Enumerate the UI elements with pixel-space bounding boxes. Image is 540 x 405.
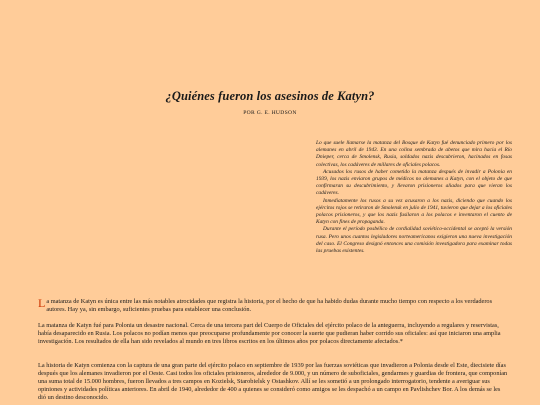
abstract-paragraph: Durante el período posbélico de cordialidad soviético-occidental se aceptó la versión rusa. Pero unos cuantos legisladores norteamericanos exigieron una nueva investigación del caso. El Congreso designó entonces una comisión investigadora para examinar todas las pruebas existentes. — [316, 226, 512, 255]
body-paragraph-text: a matanza de Katyn es única entre las más notables atrocidades que registra la historia, por el hecho de que ha habido dudas durante mucho tiempo con respecto a los verdaderos autores. Hay ya, sin embargo, suficientes pruebas para establecer una conclusión. — [46, 298, 493, 314]
article-byline: POR G. E. HUDSON — [243, 110, 297, 116]
article-title: ¿Quiénes fueron los asesinos de Katyn? — [165, 89, 375, 103]
article-abstract — [316, 140, 512, 255]
abstract-paragraph: Acusados los rusos de haber cometido la matanza después de invadir a Polonia en 1939, los nazis enviaron grupos de médicos no alemanes a Katyn, con el objeto de que confirmaran su descubrimiento, y llevaron prisioneros aliados para que vieran los cadáveres. — [316, 168, 512, 197]
abstract-paragraph: Inmediatamente los rusos a su vez acusaron a los nazis, diciendo que cuando los ejércitos rojos se retiraron de Smolensk en julio de 1941, tuvieron que dejar a los oficiales polacos prisioneros, y que los nazis fusilaron a los polacos e inventaron el cuento de Katyn con fines de propaganda. — [316, 197, 512, 226]
body-paragraph: La matanza de Katyn fué para Polonia un desastre nacional. Cerca de una tercera part del Cuerpo de Oficiales del ejército polaco de la anteguerra, incluyendo a regulares y reservistas, había desaparecido en Rusia. Los polacos no podían menos que preocuparse profundamente por conocer la suerte que pudieran haber corrido sus oficiales: así que iniciaron una amplia investigación. Los resultados de ella han sido revelados al mundo en tres libros escritos en los últimos años por polacos directamente afectados.* — [38, 322, 501, 346]
body-paragraph: La historia de Katyn comienza con la captura de una gran parte del ejército polaco en septiembre de 1939 por las fuerzas soviéticas que invadieron a Polonia desde el Este, diecisiete días después que los alemanes invadieron por el Oeste. Casi todos los oficiales prisioneros, alrededor de 9.000, y un número de suboficiales, gendarmes y guardias de frontera, que componían una suma total de 15.000 hombres, fueron llevados a tres campos en Kozielsk, Starobielsk y Ostashkov. Allí se les sometió a un prolongado interrogatorio, tendente a averiguar sus opiniones y actividades políticas anteriores. En abril de 1940, alrededor de 400 a quienes se consideró como amigos se les despachó a un campo en Pavlishchev Bor. A los demás se les dió un destino desconocido. — [38, 362, 508, 402]
drop-cap: L — [38, 296, 46, 310]
abstract-paragraph: Lo que suele llamarse la matanza del Bosque de Katyn fué denunciado primero por los alemanes en abril de 1943. En una colina sembrada de abetos que mira hacia el Río Dnieper, cerca de Smolensk, Rusia, soldados nazis descubrieron, hacinados en fosas colectivas, los cadáveres de millares de oficiales polacos. — [316, 140, 512, 168]
body-paragraph-intro — [38, 298, 508, 314]
